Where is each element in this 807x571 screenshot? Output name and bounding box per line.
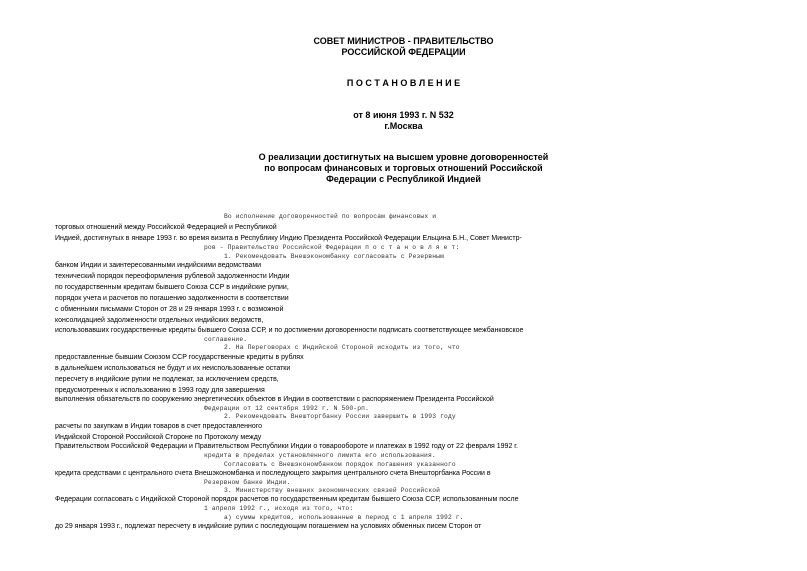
issuer-name-line-1: СОВЕТ МИНИСТРОВ - ПРАВИТЕЛЬСТВО [313,36,494,46]
body-line: предусмотренных к использованию в 1993 году для завершения [55,387,265,394]
body-line: пересчету в индийские рупии не подлежат, за исключением средств, [55,376,279,383]
issuer-name-line-2: РОССИЙСКОЙ ФЕДЕРАЦИИ [341,47,466,57]
body-line: 1 апреля 1992 г., исходя из того, что: [204,505,354,512]
body-line: а) суммы кредитов, использованные в период с 1 апреля 1992 г. [224,514,464,521]
body-line: до 29 января 1993 г., подлежат пересчету в индийские рупии с последующим погашением на условиях обменных писем Сторон от [55,523,482,530]
document-date-number: от 8 июня 1993 г. N 532 [353,110,454,120]
body-line: с обменными письмами Сторон от 28 и 29 января 1993 г. с возможной [55,306,284,313]
document-type: П О С Т А Н О В Л Е Н И Е [346,78,461,88]
document-city: г.Москва [384,121,423,131]
body-line: кредита в пределах установленного лимита его использования. [204,452,436,459]
body-line: в дальнейшем использоваться не будут и их неиспользованные остатки [55,365,291,372]
body-line: выполнения обязательств по сооружению энергетических объектов в Индии в соответствии с распоряжением Президента Российской [55,396,494,403]
body-line: 2. Рекомендовать Внешторгбанку России завершить в 1993 году [224,413,456,420]
body-line: кредита средствами с центрального счета Внешэкономбанка и последующего закрытия центрального счета Внешторгбанка России в [55,470,491,477]
document-title-line-3: Федерации с Республикой Индией [326,174,481,184]
body-line: банком Индии и заинтересованными индийскими ведомствами [55,262,262,269]
body-line: ров - Правительство Российской Федерации п о с т а н о в л я е т: [204,244,460,251]
body-line: 1. Рекомендовать Внешэкономбанку согласовать с Резервным [224,253,445,260]
body-line: соглашение. [204,336,248,343]
document-title-line-2: по вопросам финансовых и торговых отношений Российской [264,163,543,173]
body-line: порядок учета и расчетов по погашению задолженности в соответствии [55,295,289,302]
body-line: торговых отношений между Российской Федерацией и Республикой [55,224,277,231]
document-title-line-1: О реализации достигнутых на высшем уровне договоренностей [258,152,549,162]
body-line: по государственным кредитам бывшего Союза ССР в индийские рупии, [55,284,289,291]
body-line: Индийской Стороной Российской Стороне по Протоколу между [55,434,262,441]
body-line: Правительством Российской Федерации и Правительством Республики Индии о товарообороте и платежах в 1992 году от 22 февраля 1992 г. [55,443,518,450]
body-line: Индией, достигнутых в январе 1993 г. во время визита в Республику Индию Президента Российской Федерации Ельцина Б.Н., Совет Министр- [55,235,522,242]
body-line: консолидацией задолженности отдельных индийских ведомств, [55,317,264,324]
body-line: Резервном банке Индии. [204,479,291,486]
body-line: 3. Министерству внешних экономических связей Российской [224,487,441,494]
body-line: Федерации от 12 сентября 1992 г. N 500-рп. [204,405,370,412]
body-line: Федерации согласовать с Индийской Стороной порядок расчетов по государственным кредитам бывшего Союза ССР, использованным после [55,496,519,503]
body-line: технический порядок переоформления рублевой задолженности Индии [55,273,290,280]
body-line: расчеты по закупкам в Индии товаров в счет предоставленного [55,423,263,430]
body-line: предоставленные бывшим Союзом ССР государственные кредиты в рублях [55,354,304,361]
body-line: Во исполнение договоренностей по вопросам финансовых и [224,213,437,220]
body-line: 2. На Переговорах с Индийской Стороной исходить из того, что [224,344,460,351]
body-line: Согласовать с Внешэкономбанком порядок погашения указанного [224,461,456,468]
body-line: использовавших государственные кредиты бывшего Союза ССР, и по достижении договоренности подписать соответствующее межбанковское [55,327,524,334]
